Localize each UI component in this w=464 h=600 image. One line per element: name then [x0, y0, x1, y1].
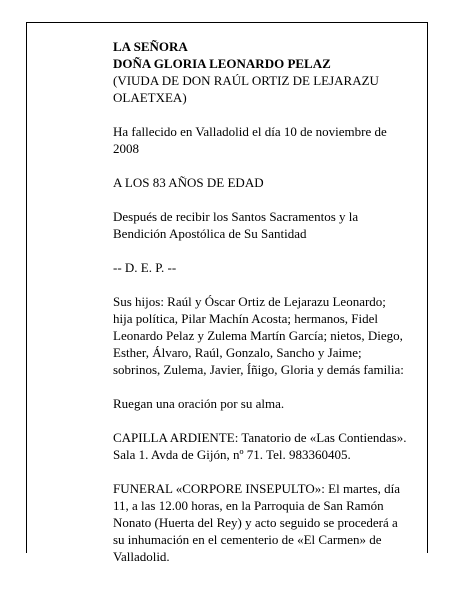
family-line-1: Sus hijos: Raúl y Óscar Ortiz de Lejarazu Leonardo;	[113, 294, 386, 309]
funeral-line-3: Nonato (Huerta del Rey) y acto seguido se procederá a	[113, 515, 398, 530]
spacer	[113, 378, 433, 395]
chapel-line-1: CAPILLA ARDIENTE: Tanatorio de «Las Contiendas».	[113, 430, 407, 445]
chapel-line-2: Sala 1. Avda de Gijón, nº 71. Tel. 983360405.	[113, 447, 351, 462]
prayer-line: Ruegan una oración por su alma.	[113, 396, 285, 411]
heading-line-3: (VIUDA DE DON RAÚL ORTIZ DE LEJARAZU	[113, 73, 379, 88]
spacer	[113, 242, 433, 259]
spacer	[113, 463, 433, 480]
rip-line: -- D. E. P. --	[113, 260, 177, 275]
death-line-2: 2008	[113, 141, 139, 156]
spacer	[113, 106, 433, 123]
heading-line-4: OLAETXEA)	[113, 90, 187, 105]
death-line-1: Ha fallecido en Valladolid el día 10 de noviembre de	[113, 124, 387, 139]
heading-line-2: DOÑA GLORIA LEONARDO PELAZ	[113, 56, 331, 71]
age-line: A LOS 83 AÑOS DE EDAD	[113, 175, 264, 190]
heading-line-1: LA SEÑORA	[113, 39, 188, 54]
spacer	[113, 276, 433, 293]
spacer	[113, 412, 433, 429]
family-line-4: Esther, Álvaro, Raúl, Gonzalo, Sancho y Jaime;	[113, 345, 362, 360]
funeral-line-1: FUNERAL «CORPORE INSEPULTO»: El martes, día	[113, 481, 400, 496]
family-line-3: Leonardo Pelaz y Zulema Martín García; nietos, Diego,	[113, 328, 403, 343]
funeral-line-5: Valladolid.	[113, 549, 170, 564]
funeral-line-4: su inhumación en el cementerio de «El Carmen» de	[113, 532, 382, 547]
sacraments-line-1: Después de recibir los Santos Sacramentos y la	[113, 209, 359, 224]
obituary-text	[113, 38, 433, 565]
spacer	[113, 191, 433, 208]
family-line-2: hija política, Pilar Machín Acosta; hermanos, Fidel	[113, 311, 379, 326]
spacer	[113, 157, 433, 174]
funeral-line-2: 11, a las 12.00 horas, en la Parroquia de San Ramón	[113, 498, 384, 513]
family-line-5: sobrinos, Zulema, Javier, Íñigo, Gloria y demás familia:	[113, 362, 404, 377]
sacraments-line-2: Bendición Apostólica de Su Santidad	[113, 226, 307, 241]
